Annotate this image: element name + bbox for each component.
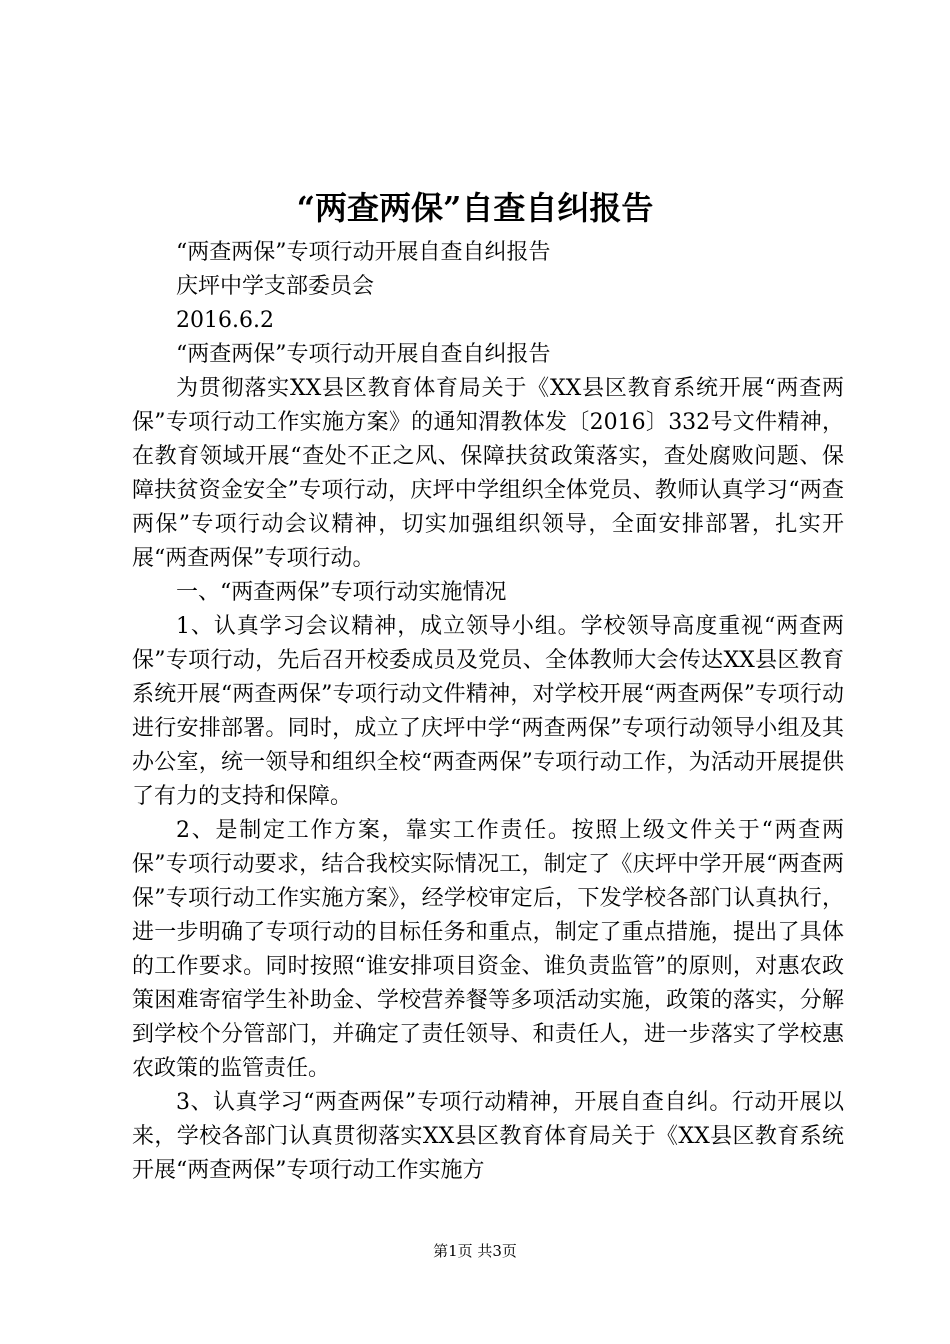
date-line: 2016.6.2 (176, 308, 274, 333)
body-paragraph: 为贯彻落实XX县区教育体育局关于《XX县区教育系统开展“两查两保”专项行动工作实施方案》的通知渭教体发〔2016〕332号文件精神，在教育领域开展“查处不正之风、保障扶贫政策落实，查处腐败问题、保障扶贫资金安全”专项行动，庆坪中学组织全体党员、教师认真学习“两查两保”专项行动会议精神，切实加强组织领导，全面安排部署，扎实开展“两查两保”专项行动。 (132, 376, 844, 571)
body-paragraph: 1、认真学习会议精神，成立领导小组。学校领导高度重视“两查两保”专项行动，先后召开校委成员及党员、全体教师大会传达XX县区教育系统开展“两查两保”专项行动文件精神，对学校开展“两查两保”专项行动进行安排部署。同时，成立了庆坪中学“两查两保”专项行动领导小组及其办公室，统一领导和组织全校“两查两保”专项行动工作，为活动开展提供了有力的支持和保障。 (132, 614, 844, 809)
subtitle-line: “两查两保”专项行动开展自查自纠报告 (176, 240, 551, 265)
page-number-footer: 第1页 共3页 (433, 1242, 517, 1260)
report-heading-line: “两查两保”专项行动开展自查自纠报告 (176, 342, 551, 367)
body-paragraph: 3、认真学习“两查两保”专项行动精神，开展自查自纠。行动开展以来，学校各部门认真贯彻落实XX县区教育体育局关于《XX县区教育系统开展“两查两保”专项行动工作实施方 (132, 1090, 844, 1183)
document-title: “两查两保”自查自纠报告 (296, 189, 654, 227)
document-body (132, 236, 844, 1188)
body-paragraph: 2、是制定工作方案，靠实工作责任。按照上级文件关于“两查两保”专项行动要求，结合我校实际情况工，制定了《庆坪中学开展“两查两保”专项行动工作实施方案》，经学校审定后，下发学校各部门认真执行，进一步明确了专项行动的目标任务和重点，制定了重点措施，提出了具体的工作要求。同时按照“谁安排项目资金、谁负责监管”的原则，对惠农政策困难寄宿学生补助金、学校营养餐等多项活动实施，政策的落实，分解到学校个分管部门，并确定了责任领导、和责任人，进一步落实了学校惠农政策的监管责任。 (132, 818, 844, 1081)
section-heading: 一、“两查两保”专项行动实施情况 (176, 580, 507, 605)
organization-line: 庆坪中学支部委员会 (176, 274, 375, 299)
